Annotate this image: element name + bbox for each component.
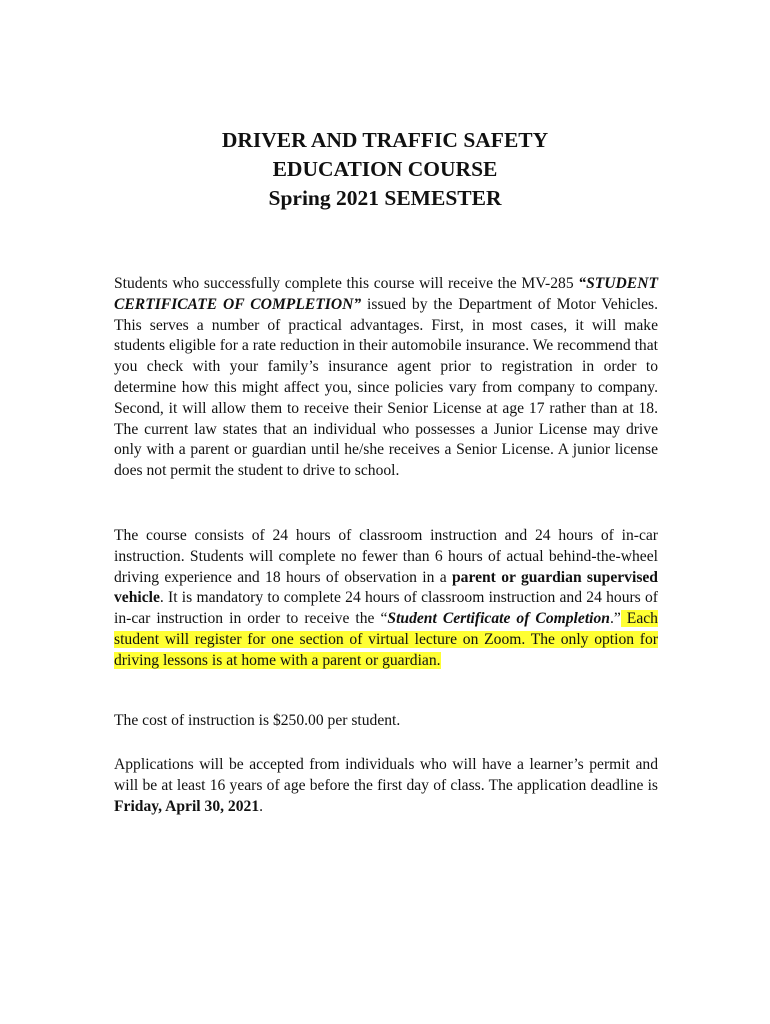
paragraph1-text-b: issued by the Department of Motor Vehicles. This serves a number of practical advantages. First, in most cases, it will make students eligible for a rate reduction in their automobile insurance. We recommend that you check with your family’s insurance agent prior to registration in order to determine how this might affect you, since policies vary from company to company. Second, it will allow them to receive their Senior License at age 17 rather than at 18. The current law states that an individual who possesses a Junior License may drive only with a parent or guardian until he/she receives a Senior License. A junior license does not permit the student to drive to school. [114, 295, 658, 480]
paragraph2-text-a: The course consists of 24 hours of classroom instruction and 24 hours of in-car instruction. Students will complete no fewer than 6 hours of actual behind-the-wheel driving experience and 18 hours of observation in a [114, 527, 658, 586]
certificate-name: “STUDENT CERTIFICATE OF COMPLETION” [114, 275, 658, 313]
paragraph2-text-b: . It is mandatory to complete 24 hours of classroom instruction and 24 hours of in-car instruction in order to receive the “ [114, 589, 658, 628]
title-line-3: Spring 2021 SEMESTER [268, 186, 502, 210]
paragraph2-text-c: .” [609, 610, 621, 628]
title-line-1: DRIVER AND TRAFFIC SAFETY [221, 128, 549, 152]
paragraph4-text-b: . [259, 797, 264, 815]
highlighted-zoom-notice: Each student will register for one section of virtual lecture on Zoom. The only option for driving lessons is at home with a parent or guardian. [114, 610, 658, 669]
title-line-2: EDUCATION COURSE [272, 157, 498, 181]
paragraph4-text-a: Applications will be accepted from individuals who will have a learner’s permit and will be at least 16 years of age before the first day of class. The application deadline is [114, 756, 658, 794]
application-deadline: Friday, April 30, 2021 [114, 797, 260, 815]
paragraph-course-structure [114, 526, 658, 672]
cost-text: The cost of instruction is $250.00 per student. [114, 712, 401, 729]
paragraph1-text-a: Students who successfully complete this course will receive the MV-285 [114, 275, 579, 292]
paragraph-applications [114, 755, 658, 817]
paragraph-cost [114, 711, 658, 732]
document-title [0, 126, 770, 213]
certificate-name-italic: Student Certificate of Completion [387, 610, 610, 628]
paragraph-certificate-benefits [114, 274, 658, 482]
supervised-vehicle-text: parent or guardian supervised vehicle [114, 568, 658, 607]
